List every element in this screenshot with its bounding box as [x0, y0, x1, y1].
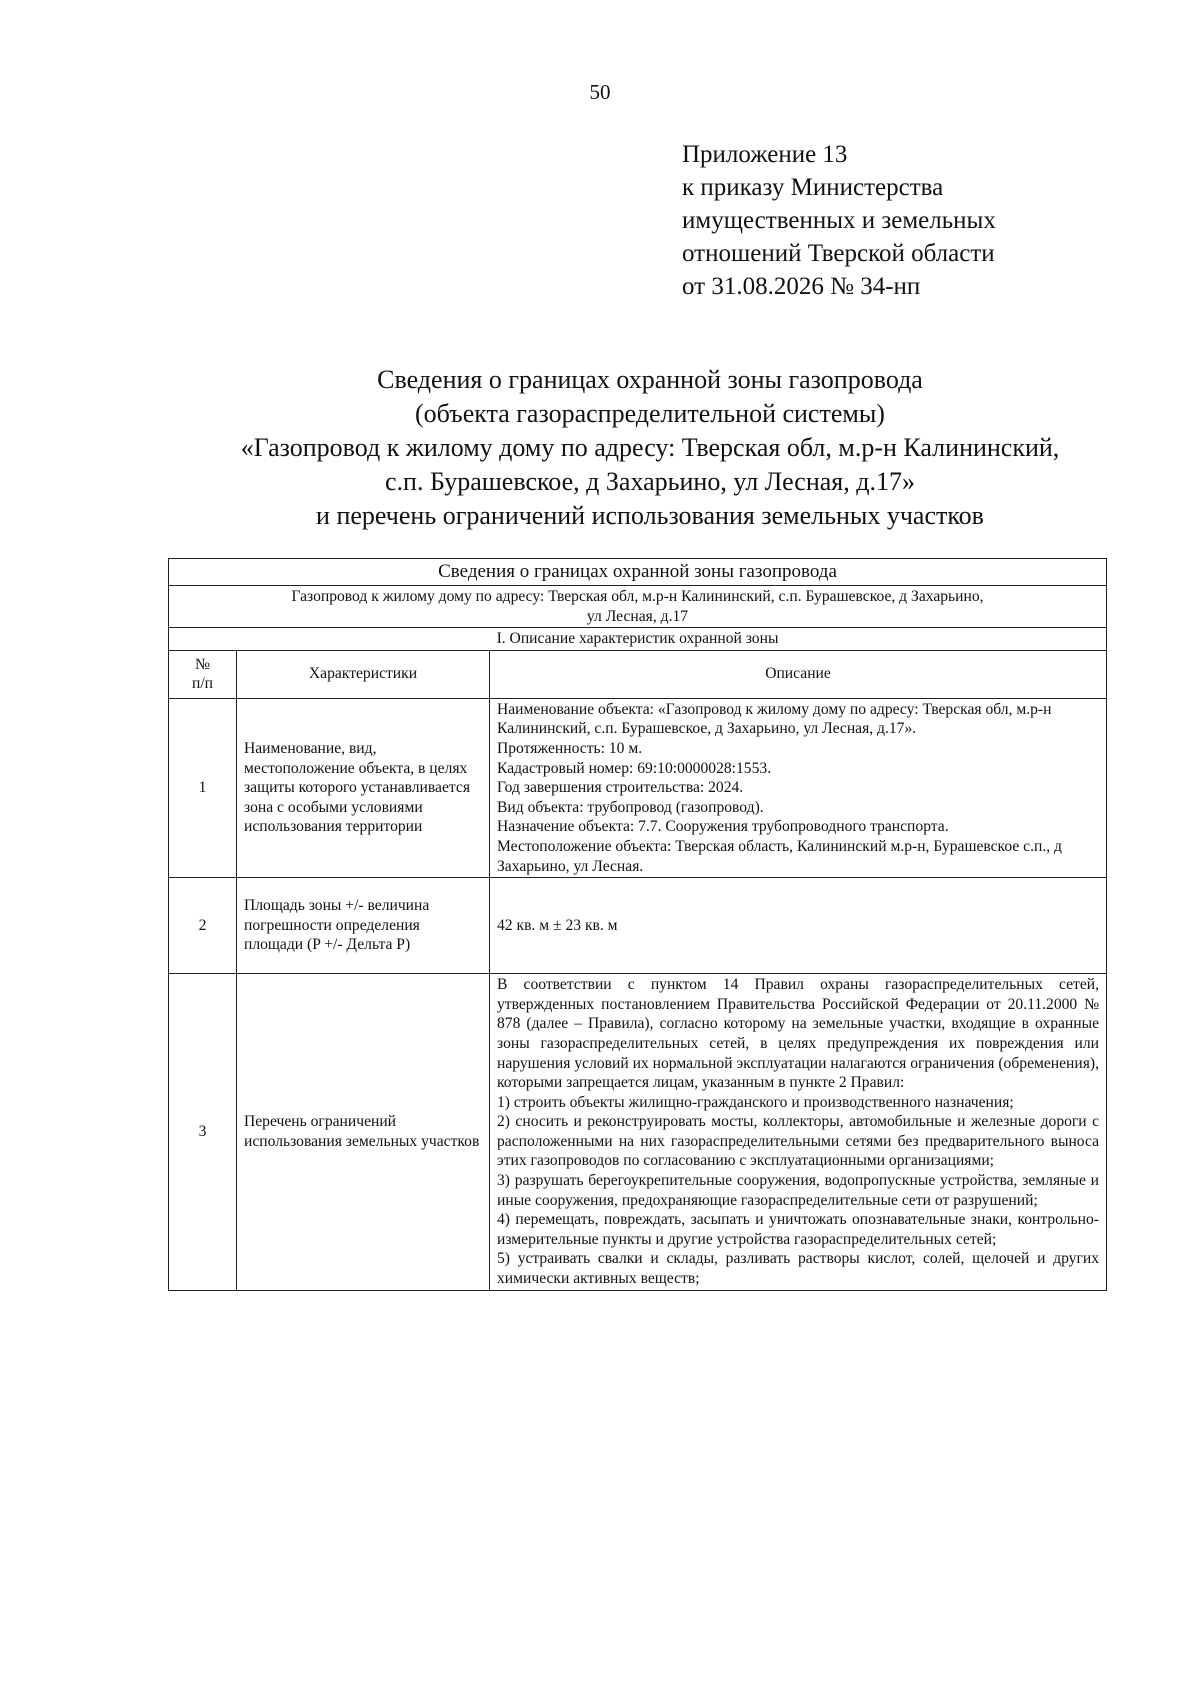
row-number: 3: [169, 974, 237, 1291]
table-row: [169, 878, 1107, 974]
page-number: 50: [589, 80, 611, 104]
column-header-num: № п/п: [169, 650, 237, 698]
row-characteristic: Перечень ограничений использования земельных участков: [237, 974, 490, 1291]
appendix-block: [682, 138, 996, 303]
title-line: «Газопровод к жилому дому по адресу: Тверская обл, м.р-н Калининский,: [240, 433, 1060, 462]
appendix-line: имущественных и земельных: [682, 207, 996, 234]
column-header-characteristics: Характеристики: [237, 650, 490, 698]
table-header: Сведения о границах охранной зоны газопровода: [169, 559, 1107, 586]
row-characteristic: Наименование, вид, местоположение объекта, в целях защиты которого устанавливается зона с особыми условиями использования территории: [237, 698, 490, 877]
row-description: В соответствии с пунктом 14 Правил охраны газораспределительных сетей, утвержденных постановлением Правительства Российской Федерации от 20.11.2000 № 878 (далее – Правила), согласно которому на земельные участки, входящие в охранные зоны газораспределительных сетей, в целях предупреждения их повреждения или нарушения условий их нормальной эксплуатации налагаются ограничения (обременения), которыми запрещается лицам, указанным в пункте 2 Правил: 1) строить объекты жилищно-гражданского и производственного назначения; 2) сносить и реконструировать мосты, коллекторы, автомобильные и железные дороги с расположенными на них газораспределительными сетями без предварительного выноса этих газопроводов по согласованию с эксплуатационными организациями; 3) разрушать берегоукрепительные сооружения, водопропускные устройства, земляные и иные сооружения, предохраняющие газораспределительные сети от разрушений; 4) перемещать, повреждать, засыпать и уничтожать опознавательные знаки, контрольно-измерительные пункты и другие устройства газораспределительных сетей; 5) устраивать свалки и склады, разливать растворы кислот, солей, щелочей и других химически активных веществ;: [490, 974, 1107, 1291]
column-header-description: Описание: [490, 650, 1107, 698]
column-header-row: [169, 650, 1107, 698]
table-row: [169, 698, 1107, 877]
subheader-line: Газопровод к жилому дому по адресу: Тверская обл, м.р-н Калининский, с.п. Бурашевское, д Захарьино,: [291, 588, 984, 605]
title-line: с.п. Бурашевское, д Захарьино, ул Лесная, д.17»: [384, 467, 915, 496]
title-line: и перечень ограничений использования земельных участков: [316, 501, 984, 530]
title-line: (объекта газораспределительной системы): [415, 399, 885, 428]
appendix-line: к приказу Министерства: [682, 174, 944, 201]
table-section-row: [169, 628, 1107, 651]
row-number: 1: [169, 698, 237, 877]
subheader-line: ул Лесная, д.17: [586, 607, 689, 625]
row-description: Наименование объекта: «Газопровод к жилому дому по адресу: Тверская обл, м.р-н Калининский, с.п. Бурашевское, д Захарьино, ул Лесная, д.17». Протяженность: 10 м. Кадастровый номер: 69:10:0000028:1553. Год завершения строительства: 2024. Вид объекта: трубопровод (газопровод). Назначение объекта: 7.7. Сооружения трубопроводного транспорта. Местоположение объекта: Тверская область, Калининский м.р-н, Бурашевское с.п., д Захарьино, ул Лесная.: [490, 698, 1107, 877]
table-row: [169, 974, 1107, 1291]
title-line: Сведения о границах охранной зоны газопровода: [377, 365, 923, 394]
document-title: [150, 363, 1150, 533]
table-header-row: [169, 559, 1107, 586]
zone-info-table: [168, 558, 1107, 1291]
row-number: 2: [169, 878, 237, 974]
table-subheader-row: [169, 586, 1107, 628]
table-subheader: [169, 586, 1107, 628]
row-description: 42 кв. м ± 23 кв. м: [490, 878, 1107, 974]
appendix-line: Приложение 13: [682, 141, 848, 168]
table-section-title: I. Описание характеристик охранной зоны: [169, 628, 1107, 651]
appendix-line: от 31.08.2026 № 34-нп: [682, 273, 921, 300]
row-characteristic: Площадь зоны +/- величина погрешности определения площади (P +/- Дельта P): [237, 878, 490, 974]
appendix-line: отношений Тверской области: [682, 240, 995, 267]
